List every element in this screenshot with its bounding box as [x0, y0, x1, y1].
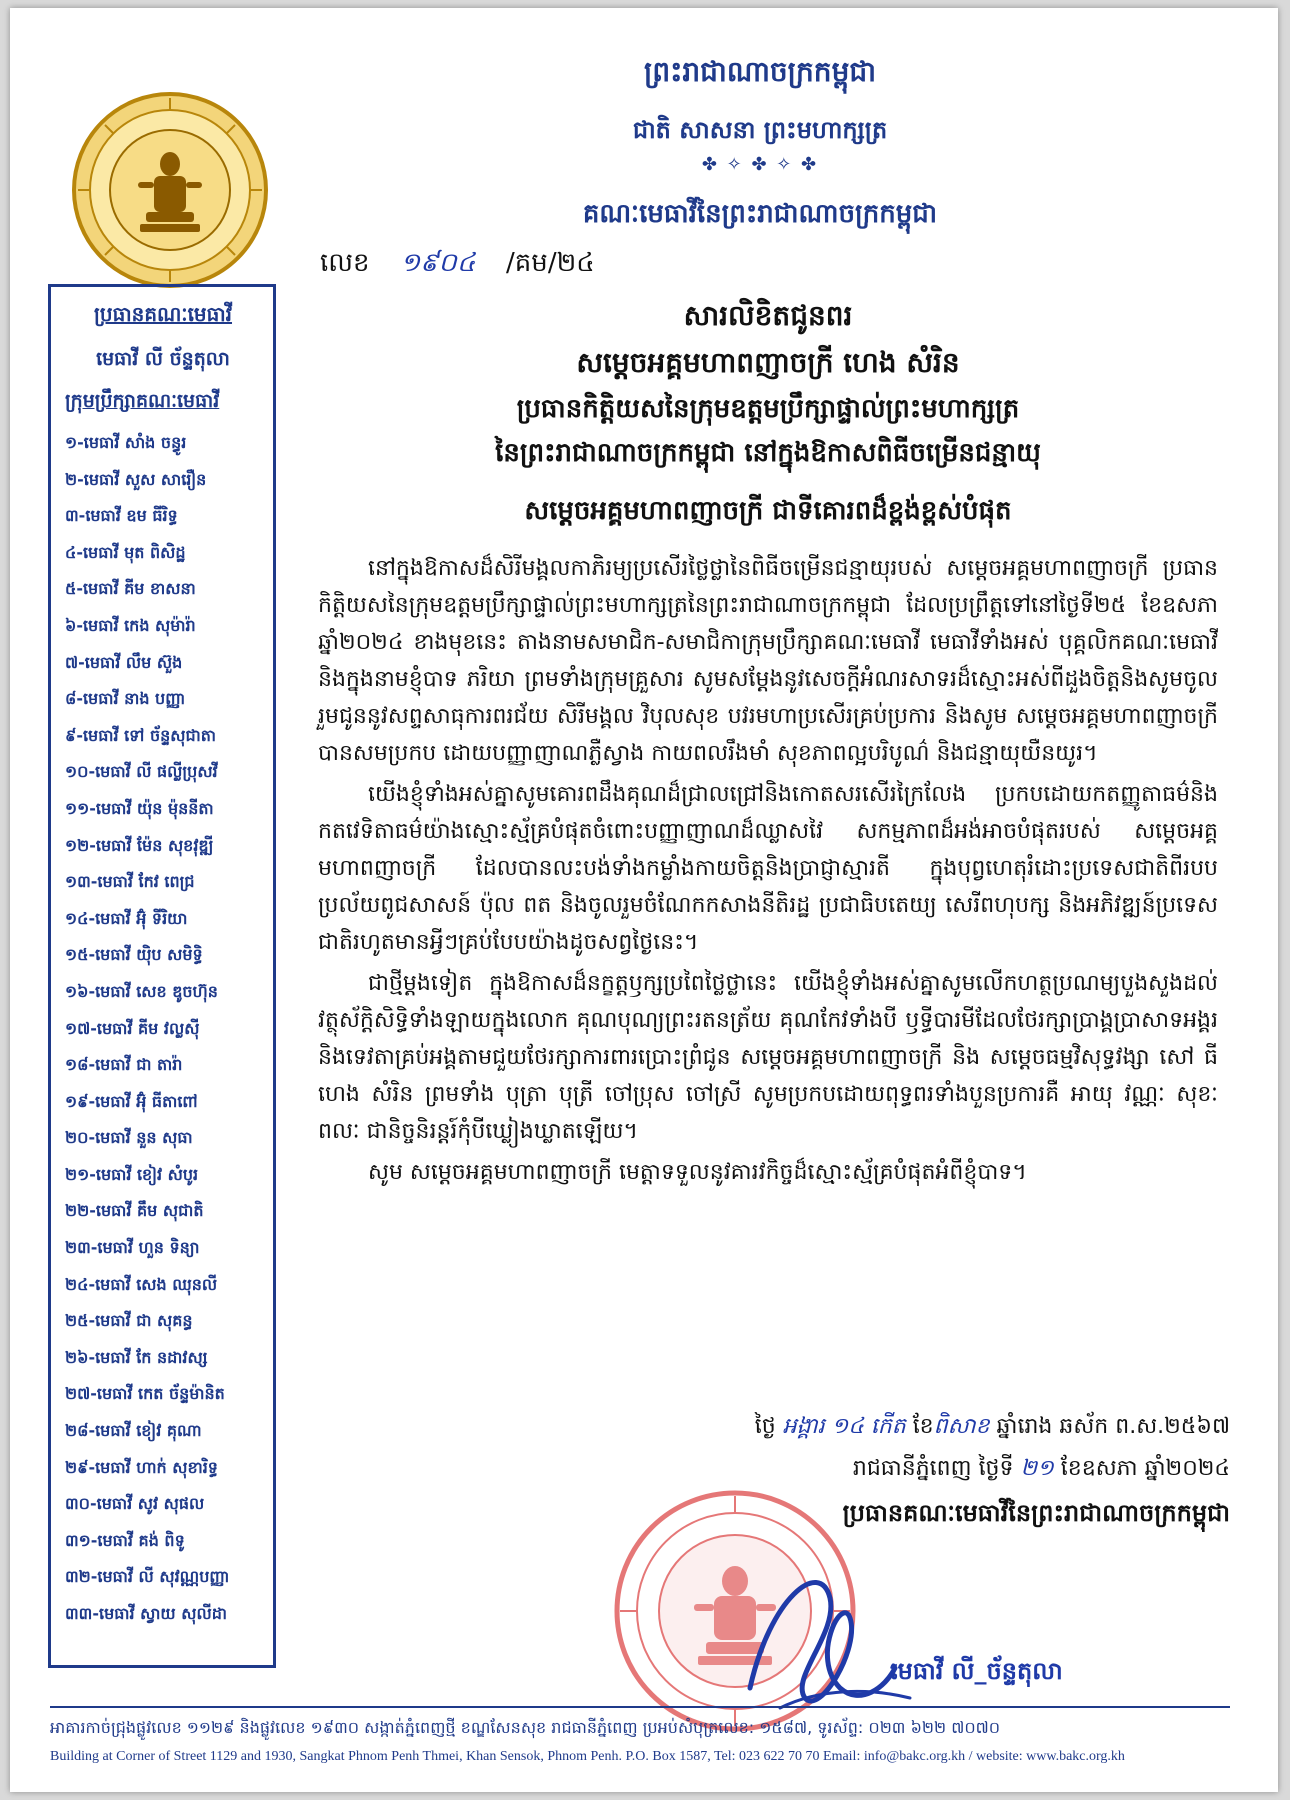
letter-recipient-role: ប្រធានកិត្តិយសនៃក្រុមឧត្តមប្រឹក្សាផ្ទាល់ព្រះមហាក្សត្រ	[516, 394, 1020, 424]
reference-suffix: /គម/២៤	[506, 248, 595, 278]
list-item: ៣២-មេធាវី លី សុវណ្ណបញ្ញា	[65, 1567, 230, 1587]
lunar-month: ពិសាខ	[933, 1414, 990, 1439]
list-item: ១៤-មេធាវី អ៊ុំ ទីរិយា	[65, 908, 188, 928]
list-item: ២៤-មេធាវី សេង ឈុនលី	[65, 1274, 218, 1294]
list-item: ៧-មេធាវី លឹម ស៊ួង	[65, 652, 183, 672]
list-item: ៣០-មេធាវី សូវ សុផល	[65, 1494, 205, 1514]
list-item: ២៧-មេធាវី កេត ច័ន្ទម៉ានិត	[65, 1384, 225, 1404]
list-item: ១៨-មេធាវី ជា តារ៉ា	[65, 1055, 183, 1075]
reference-label: លេខ	[320, 248, 370, 278]
footer	[50, 1714, 1230, 1772]
sidebar-chair: មេធាវី លី ច័ន្ទតុលា	[96, 348, 230, 370]
reference-number	[320, 246, 595, 284]
paragraph-4: សូម សម្តេចអគ្គមហាពញាចក្រី មេត្តាទទួលនូវគារវកិច្ចដ៏ស្មោះស្ម័គ្របំផុតអំពីខ្ញុំបាទ។	[368, 1160, 1027, 1185]
footer-address-english: Building at Corner of Street 1129 and 1930, Sangkat Phnom Penh Thmei, Khan Sensok, Phnom Penh. P.O. Box 1587, Tel: 023 622 70 70 Email: info@bakc.org.kh / website: www.bakc.org.kh	[50, 1749, 1125, 1764]
lunar-date	[580, 1412, 1230, 1444]
paragraph-2: យើងខ្ញុំទាំងអស់គ្នាសូមគោរពដឹងគុណដ៏ជ្រាលជ្រៅនិងកោតសរសើរក្រៃលែង ប្រកបដោយកតញ្ញូតាធម៌និងកតវេទិតាធម៌យ៉ាងស្មោះស្ម័គ្របំផុតចំពោះបញ្ញាញាណដ៏ឈ្លាសវៃ សកម្មភាពដ៏អង់អាចបំផុតរបស់ សម្តេចអគ្គមហាពញាចក្រី ដែលបានលះបង់ទាំងកម្លាំងកាយចិត្តនិងប្រាជ្ញាស្មារតី ក្នុងបុព្វហេតុរំដោះប្រទេសជាតិពីរបបប្រល័យពូជសាសន៍ ប៉ុល ពត និងចូលរួមចំណែកកសាងនីតិរដ្ឋ ប្រជាធិបតេយ្យ សេរីពហុបក្ស និងអភិវឌ្ឍន៍ប្រទេសជាតិរហូតមានអ្វីៗគ្រប់បែបយ៉ាងដូចសព្វថ្ងៃនេះ។	[318, 782, 1218, 955]
list-item: ៣-មេធាវី ឧម ធីរិទ្ធ	[65, 506, 178, 526]
lunar-day: អង្គារ ១៤ កើត	[782, 1414, 906, 1439]
signer-name: មេធាវី លី_ច័ន្ទតុលា	[890, 1657, 1063, 1685]
list-item: ៩-មេធាវី ទៅ ច័ន្ទសុជាតា	[65, 725, 216, 745]
council-name: គណៈមេធាវីនៃព្រះរាជាណាចក្រកម្ពុជា	[582, 199, 938, 229]
ornament-divider: ✤ ✧ ✤ ✧ ✤	[701, 154, 819, 175]
lunar-year: ឆ្នាំរោង ឆស័ក ព.ស.២៥៦៧	[996, 1414, 1230, 1439]
letter-title-block	[318, 298, 1218, 532]
list-item: ១៩-មេធាវី អ៊ុំ ធីតាពៅ	[65, 1091, 198, 1111]
list-item: ៨-មេធាវី នាង បញ្ញា	[65, 689, 186, 709]
list-item: ១០-មេធាវី លី ផល្លីប្រុសវី	[65, 762, 218, 782]
list-item: ៦-មេធាវី កេង សុម៉ារ៉ា	[65, 615, 196, 635]
letter-page	[10, 8, 1278, 1792]
list-item: ៥-មេធាវី គីម ខាសនា	[65, 579, 196, 599]
list-item: ២-មេធាវី សួស សារឿន	[65, 469, 207, 489]
list-item: ២៥-មេធាវី ជា សុគន្ធ	[65, 1311, 193, 1331]
list-item: ៤-មេធាវី មុត ពិសិដ្ឋ	[65, 542, 186, 562]
members-list	[65, 425, 261, 1633]
list-item: ២០-មេធាវី នួន សុធា	[65, 1128, 193, 1148]
letter-salutation: សម្តេចអគ្គមហាពញាចក្រី ជាទីគោរពដ៏ខ្ពង់ខ្ពស់បំផុត	[524, 496, 1012, 526]
letter-title: សារលិខិតជូនពរ	[683, 299, 853, 332]
sidebar-heading: ប្រធានគណៈមេធាវី	[93, 302, 233, 326]
signer-title: ប្រធានគណៈមេធាវីនៃព្រះរាជាណាចក្រកម្ពុជា	[842, 1499, 1230, 1527]
footer-address-khmer: អាគារកាច់ជ្រុងផ្លូវលេខ ១១២៩ និងផ្លូវលេខ ១៩៣០ សង្កាត់ភ្នំពេញថ្មី ខណ្ឌសែនសុខ រាជធានីភ្នំពេញ ប្រអប់សំបុត្រលេខ: ១៥៨៧, ទូរស័ព្ទ: ០២៣ ៦២២ ៧០៧០	[50, 1718, 1001, 1737]
gold-seal-icon	[70, 90, 270, 290]
list-item: ២៦-មេធាវី កែ នដាវស្ស	[65, 1347, 208, 1367]
letterhead	[450, 48, 1070, 235]
reference-number-handwritten: ១៩០៤	[400, 248, 476, 278]
list-item: ១៦-មេធាវី សេខ ឌូចហ៊ុន	[65, 981, 218, 1001]
list-item: ១៧-មេធាវី គីម វល្លស៊ី	[65, 1018, 200, 1038]
list-item: ២១-មេធាវី ខៀវ សំបូរ	[65, 1164, 199, 1184]
date-day: ២១	[1020, 1456, 1054, 1481]
letter-occasion: នៃព្រះរាជាណាចក្រកម្ពុជា នៅក្នុងឱកាសពិធីចម្រើនជន្មាយុ	[495, 438, 1041, 468]
date-month-year: ខែឧសភា ឆ្នាំ២០២៤	[1060, 1456, 1230, 1481]
letter-body	[318, 298, 1218, 1195]
paragraph-3: ជាថ្មីម្តងទៀត ក្នុងឱកាសដ៏នក្ខត្តឫក្សប្រពៃថ្លៃថ្លានេះ យើងខ្ញុំទាំងអស់គ្នាសូមលើកហត្ថប្រណម្យបួងសួងដល់វត្ថុស័ក្តិសិទ្ធិទាំងឡាយក្នុងលោក គុណបុណ្យព្រះរតនត្រ័យ គុណកែវទាំងបី ឫទ្ធីបារមីដែលថែរក្សាប្រាង្គប្រាសាទអង្គរ និងទេវតាគ្រប់អង្គតាមជួយថែរក្សាការពារប្រោះព្រំជូន សម្តេចអគ្គមហាពញាចក្រី និង សម្តេចធម្មវិសុទ្ធវង្សា សៅ ធី ហេង សំរិន ព្រមទាំង បុត្រា បុត្រី ចៅប្រុស ចៅស្រី សូមប្រកបដោយពុទ្ធពរទាំងបួនប្រការគឺ អាយុ វណ្ណៈ សុខៈ ពលៈ ជានិច្ចនិរន្តរ៍កុំបីឃ្លៀងឃ្លាតឡើយ។	[318, 971, 1218, 1144]
list-item: ១១-មេធាវី យ៉ុន ម៉ុននីតា	[65, 798, 214, 818]
list-item: ២២-មេធាវី គឹម សុជាតិ	[65, 1201, 204, 1221]
list-item: ១២-មេធាវី ម៉ែន សុខវុឌ្ឍី	[65, 835, 214, 855]
list-item: ១-មេធាវី សាំង ចន្ធូរ	[65, 433, 187, 452]
place-date-prefix: រាជធានីភ្នំពេញ ថ្ងៃទី	[852, 1456, 1014, 1481]
list-item: ២៨-មេធាវី ខៀវ គុណា	[65, 1421, 202, 1441]
council-members-sidebar	[48, 284, 276, 1668]
list-item: ១៥-មេធាវី យ៉ិប សមិទ្ធិ	[65, 945, 203, 965]
national-motto: ជាតិ សាសនា ព្រះមហាក្សត្រ	[632, 116, 888, 144]
lunar-month-prefix: ខែ	[912, 1414, 934, 1439]
list-item: ២៩-មេធាវី ហាក់ សុខារិទ្ធ	[65, 1457, 218, 1477]
signature-icon	[710, 1538, 930, 1728]
kingdom-title: ព្រះរាជាណាចក្រកម្ពុជា	[643, 55, 876, 88]
lunar-date-prefix: ថ្ងៃ	[754, 1414, 776, 1439]
paragraph-1: នៅក្នុងឱកាសដ៏សិរីមង្គលកាភិរម្យប្រសើរថ្លៃថ្លានៃពិធីចម្រើនជន្មាយុរបស់ សម្តេចអគ្គមហាពញាចក្រី ប្រធានកិត្តិយសនៃក្រុមឧត្តមប្រឹក្សាផ្ទាល់ព្រះមហាក្សត្រនៃព្រះរាជាណាចក្រកម្ពុជា ដែលប្រព្រឹត្តទៅនៅថ្ងៃទី២៥ ខែឧសភា ឆ្នាំ២០២៤ ខាងមុខនេះ តាងនាមសមាជិក-សមាជិកាក្រុមប្រឹក្សាគណៈមេធាវី មេធាវីទាំងអស់ បុគ្គលិកគណៈមេធាវី និងក្នុងនាមខ្ញុំបាទ ភរិយា ព្រមទាំងក្រុមគ្រួសារ សូមសម្តែងនូវសេចក្តីអំណរសាទរដ៏ស្មោះអស់ពីដួងចិត្តនិងសូមចូលរួមជូននូវសព្ទសាធុការពរជ័យ សិរីមង្គល វិបុលសុខ បវរមហាប្រសើរគ្រប់ប្រការ និងសូម សម្តេចអគ្គមហាពញាចក្រី បានសមប្រកប ដោយបញ្ញាញាណភ្លឺស្វាង កាយពលរឹងមាំ សុខភាពល្អបរិបូណ៌ និងជន្មាយុយឺនយូរ។	[318, 556, 1218, 766]
sidebar-members-heading: ក្រុមប្រឹក្សាគណៈមេធាវី	[65, 390, 220, 412]
list-item: ១៣-មេធាវី កែវ ពេជ្រ	[65, 872, 195, 892]
list-item: ៣៣-មេធាវី ស្វាយ សុលីដា	[65, 1604, 227, 1623]
letter-recipient: សម្តេចអគ្គមហាពញាចក្រី ហេង សំរិន	[576, 346, 960, 379]
gregorian-date	[580, 1454, 1230, 1486]
footer-divider	[50, 1706, 1230, 1708]
list-item: ៣១-មេធាវី គង់ ពិទូ	[65, 1530, 185, 1550]
list-item: ២៣-មេធាវី ហួន ទិន្យា	[65, 1238, 200, 1258]
